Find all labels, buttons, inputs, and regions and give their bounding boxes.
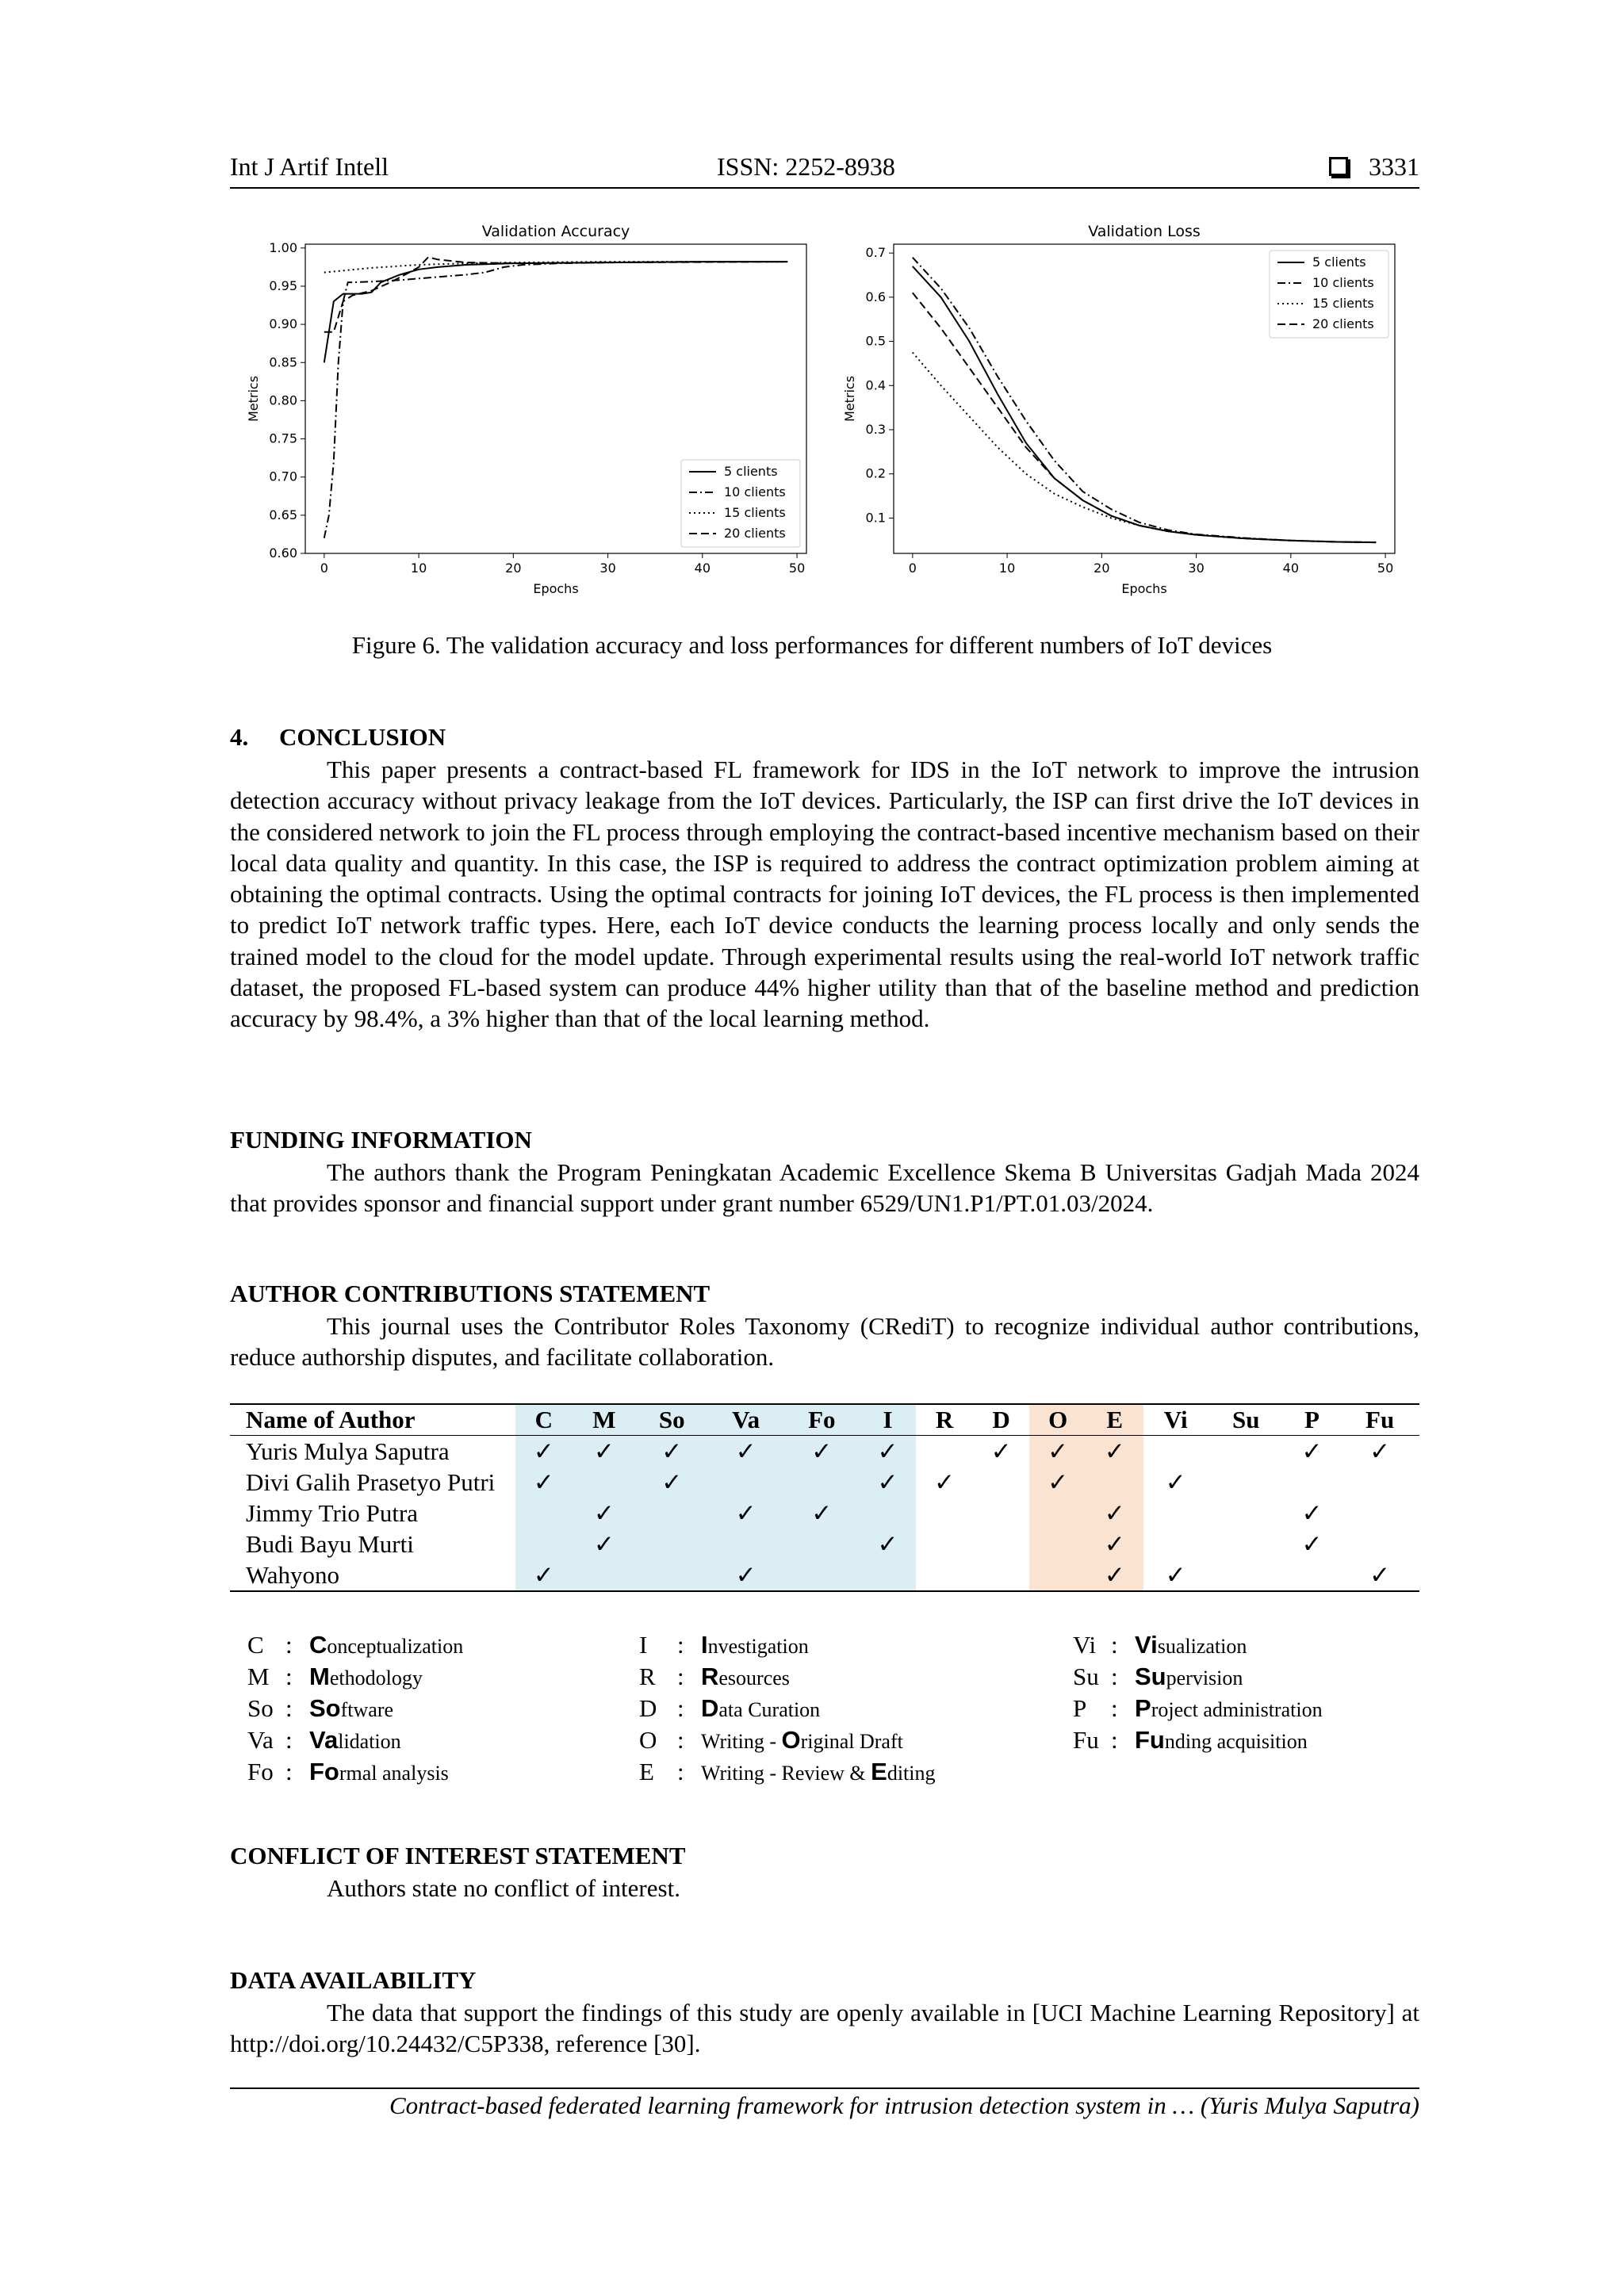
contributions-heading: AUTHOR CONTRIBUTIONS STATEMENT <box>230 1280 710 1307</box>
y-tick-label: 0.4 <box>865 377 886 393</box>
checkmark-cell: ✓ <box>1029 1467 1086 1498</box>
legend-rest: lidation <box>338 1730 401 1753</box>
x-tick-label: 0 <box>908 561 917 576</box>
empty-cell <box>1340 1529 1419 1559</box>
x-tick-label: 20 <box>1094 561 1110 576</box>
legend-colon: : <box>677 1631 684 1659</box>
x-tick-label: 10 <box>998 561 1016 576</box>
legend-item <box>639 1694 820 1723</box>
checkmark-cell: ✓ <box>707 1498 784 1529</box>
legend-label: 20 clients <box>724 526 786 541</box>
y-tick-label: 0.6 <box>865 289 886 304</box>
legend-colon: : <box>677 1758 684 1785</box>
checkmark-cell: ✓ <box>515 1436 573 1468</box>
empty-cell <box>916 1498 973 1529</box>
legend-colon: : <box>285 1726 293 1754</box>
table-row <box>230 1436 1419 1468</box>
legend-bold: Vi <box>1135 1631 1158 1659</box>
y-tick-label: 0.7 <box>865 245 886 261</box>
checkmark-cell: ✓ <box>784 1498 860 1529</box>
legend-rest: rmal analysis <box>339 1762 449 1785</box>
y-tick-label: 0.85 <box>269 354 297 370</box>
empty-cell <box>1143 1529 1208 1559</box>
legend-bold: So <box>309 1694 341 1722</box>
page-number: 3331 <box>1369 152 1419 181</box>
legend-item <box>639 1758 936 1786</box>
checkmark-cell: ✓ <box>515 1467 573 1498</box>
chart-title: Validation Loss <box>1088 223 1201 240</box>
y-axis-label: Metrics <box>842 375 857 423</box>
journal-name: Int J Artif Intell <box>230 152 389 181</box>
column-header-Va: Va <box>707 1404 784 1436</box>
column-header-D: D <box>973 1404 1030 1436</box>
legend-abbr: O <box>639 1726 657 1754</box>
legend-rest: onceptualization <box>327 1635 464 1658</box>
column-header-Vi: Vi <box>1143 1404 1208 1436</box>
legend-item <box>1073 1631 1247 1659</box>
empty-cell <box>1029 1498 1086 1529</box>
legend-bold: P <box>1135 1694 1151 1722</box>
y-tick-label: 0.2 <box>865 465 886 481</box>
checkmark-cell: ✓ <box>1143 1559 1208 1591</box>
column-header-E: E <box>1086 1404 1143 1436</box>
legend-rest: diting <box>887 1762 936 1785</box>
empty-cell <box>784 1559 860 1591</box>
conclusion-text: This paper presents a contract-based FL framework for IDS in the IoT network to improve the intrusion detection accuracy without privacy leakage from the IoT devices. Particularly, the ISP can first drive the IoT devices in the considered network to join the FL process through employing the contract-based incentive mechanism based on their local data quality and quantity. In this case, the ISP is required to address the contract optimization problem aiming at obtaining the optimal contracts. Using the optimal contracts for joining IoT devices, the FL process is then implemented to predict IoT network traffic types. Here, each IoT device conducts the learning process locally and only sends the trained model to the cloud for the model update. Through experimental results using the real-world IoT network traffic dataset, the proposed FL-based system can produce 44% higher utility than that of the baseline method and prediction accuracy by 98.4%, a 3% higher than that of the local learning method. <box>230 756 1419 1033</box>
legend-rest: esources <box>718 1667 790 1689</box>
series-line-5-clients <box>324 262 787 362</box>
table-row <box>230 1559 1419 1591</box>
legend-label: 20 clients <box>1312 316 1374 331</box>
legend-item <box>639 1663 790 1691</box>
column-header-So: So <box>636 1404 707 1436</box>
empty-cell <box>1208 1467 1284 1498</box>
checkmark-cell: ✓ <box>1086 1529 1143 1559</box>
legend-item <box>247 1694 393 1723</box>
series-line-15-clients <box>913 353 1376 543</box>
legend-rest: nvestigation <box>707 1635 809 1658</box>
legend-rest: roject administration <box>1151 1698 1323 1721</box>
checkmark-cell: ✓ <box>1029 1436 1086 1468</box>
conclusion-paragraph <box>230 754 1419 1035</box>
empty-cell <box>707 1529 784 1559</box>
x-tick-label: 30 <box>599 561 616 576</box>
header-rule <box>230 187 1419 189</box>
page-number-group <box>1329 152 1419 182</box>
funding-paragraph <box>230 1157 1419 1219</box>
legend-abbr: Vi <box>1073 1631 1097 1659</box>
legend-colon: : <box>677 1694 684 1722</box>
y-tick-label: 0.1 <box>865 510 886 526</box>
checkmark-cell: ✓ <box>707 1559 784 1591</box>
y-tick-label: 0.95 <box>269 277 297 293</box>
legend-label: 5 clients <box>1312 254 1366 270</box>
x-axis-label: Epochs <box>1121 581 1167 596</box>
legend-bold: C <box>309 1631 327 1659</box>
conflict-heading: CONFLICT OF INTEREST STATEMENT <box>230 1842 686 1869</box>
checkmark-cell: ✓ <box>1301 1498 1323 1527</box>
author-name: Divi Galih Prasetyo Putri <box>246 1468 496 1496</box>
checkmark-cell: ✓ <box>515 1559 573 1591</box>
y-tick-label: 0.5 <box>865 333 886 349</box>
y-tick-label: 0.65 <box>269 507 297 522</box>
legend-item <box>1073 1726 1308 1755</box>
table-row <box>230 1498 1419 1529</box>
legend-abbr: R <box>639 1663 656 1690</box>
legend-abbr: So <box>247 1694 274 1722</box>
legend-label: 5 clients <box>724 464 778 479</box>
issn: ISSN: 2252-8938 <box>717 152 895 181</box>
conclusion-heading: 4. CONCLUSION <box>230 723 446 751</box>
empty-cell <box>1284 1467 1341 1498</box>
column-header-O: O <box>1029 1404 1086 1436</box>
legend-colon: : <box>1111 1663 1118 1690</box>
legend-colon: : <box>677 1663 684 1690</box>
empty-cell <box>1029 1529 1086 1559</box>
y-tick-label: 0.80 <box>269 392 297 408</box>
legend-colon: : <box>1111 1694 1118 1722</box>
legend-label: 10 clients <box>724 484 786 499</box>
empty-cell <box>636 1559 707 1591</box>
x-tick-label: 30 <box>1188 561 1205 576</box>
x-tick-label: 0 <box>320 561 328 576</box>
column-header-Su: Su <box>1208 1404 1284 1436</box>
author-name: Jimmy Trio Putra <box>246 1498 419 1527</box>
legend-abbr: Fu <box>1073 1726 1099 1754</box>
checkmark-cell: ✓ <box>1165 1468 1186 1496</box>
loss-chart <box>818 212 1421 609</box>
empty-cell <box>636 1529 707 1559</box>
legend-item <box>247 1758 449 1786</box>
legend-colon: : <box>677 1726 684 1754</box>
empty-cell <box>515 1498 573 1529</box>
table-row <box>230 1529 1419 1559</box>
empty-cell <box>973 1498 1030 1529</box>
name-of-author-header: Name of Author <box>230 1404 515 1436</box>
empty-cell <box>1208 1559 1284 1591</box>
contributions-table <box>230 1403 1419 1592</box>
x-tick-label: 40 <box>1282 561 1300 576</box>
legend-abbr: Va <box>247 1726 274 1754</box>
legend-bold: M <box>309 1663 330 1690</box>
legend-rest: ftware <box>340 1698 394 1721</box>
legend-bold: Fo <box>309 1758 339 1785</box>
legend-rest: sualization <box>1157 1635 1247 1658</box>
legend-label: 15 clients <box>724 505 786 520</box>
checkmark-cell: ✓ <box>860 1529 917 1559</box>
checkmark-cell: ✓ <box>1086 1559 1143 1591</box>
legend-colon: : <box>285 1758 293 1785</box>
square-icon <box>1329 157 1348 176</box>
legend-label: 15 clients <box>1312 296 1374 311</box>
data-availability-heading: DATA AVAILABILITY <box>230 1966 477 1994</box>
y-tick-label: 0.75 <box>269 430 297 446</box>
x-tick-label: 20 <box>505 561 522 576</box>
legend-abbr: P <box>1073 1694 1087 1722</box>
checkmark-cell: ✓ <box>990 1437 1012 1465</box>
legend-bold: E <box>871 1758 887 1785</box>
checkmark-cell: ✓ <box>707 1436 784 1468</box>
legend-colon: : <box>285 1694 293 1722</box>
empty-cell <box>784 1529 860 1559</box>
contributions-paragraph <box>230 1311 1419 1373</box>
legend-item <box>1073 1663 1243 1691</box>
empty-cell <box>860 1559 917 1591</box>
y-tick-label: 0.70 <box>269 469 297 484</box>
y-axis-label: Metrics <box>246 375 261 423</box>
checkmark-cell: ✓ <box>1369 1437 1391 1465</box>
column-header-R: R <box>916 1404 973 1436</box>
checkmark-cell: ✓ <box>1301 1529 1323 1558</box>
empty-cell <box>784 1467 860 1498</box>
figure-caption: Figure 6. The validation accuracy and loss performances for different numbers of IoT devices <box>351 631 1273 659</box>
checkmark-cell: ✓ <box>860 1467 917 1498</box>
legend-colon: : <box>285 1631 293 1659</box>
footer-rule <box>230 2087 1419 2089</box>
empty-cell <box>515 1529 573 1559</box>
checkmark-cell: ✓ <box>636 1436 707 1468</box>
y-tick-label: 1.00 <box>269 239 297 255</box>
legend-rest: ethodology <box>329 1667 423 1689</box>
author-name: Wahyono <box>230 1559 515 1591</box>
data-availability-text: The data that support the findings of this study are openly available in [UCI Machine Learning Repository] at http://doi.org/10.24432/C5P338, reference [30]. <box>230 1999 1419 2058</box>
checkmark-cell: ✓ <box>573 1498 637 1529</box>
table-row <box>230 1467 1419 1498</box>
conflict-text: Authors state no conflict of interest. <box>327 1874 680 1902</box>
legend-item <box>639 1726 903 1755</box>
checkmark-cell: ✓ <box>1086 1498 1143 1529</box>
empty-cell <box>1143 1436 1208 1468</box>
legend-label: 10 clients <box>1312 275 1374 290</box>
checkmark-cell: ✓ <box>1301 1437 1323 1465</box>
legend-rest: riginal Draft <box>800 1730 903 1753</box>
legend-bold: Su <box>1135 1663 1166 1690</box>
legend-item <box>247 1663 423 1691</box>
x-axis-label: Epochs <box>533 581 579 596</box>
legend-bold: I <box>701 1631 708 1659</box>
checkmark-cell: ✓ <box>1340 1559 1419 1591</box>
conflict-paragraph <box>230 1873 1419 1904</box>
legend-abbr: I <box>639 1631 648 1659</box>
column-header-I: I <box>860 1404 917 1436</box>
legend-item <box>247 1631 463 1659</box>
checkmark-cell: ✓ <box>573 1529 637 1559</box>
empty-cell <box>1340 1498 1419 1529</box>
legend-rest: nding acquisition <box>1164 1730 1308 1753</box>
column-header-M: M <box>573 1404 637 1436</box>
empty-cell <box>1086 1467 1143 1498</box>
y-tick-label: 0.90 <box>269 316 297 332</box>
data-availability-paragraph <box>230 1997 1419 2060</box>
series-line-20-clients <box>324 257 787 331</box>
contributions-text: This journal uses the Contributor Roles Taxonomy (CRediT) to recognize individual author contributions, reduce authorship disputes, and facilitate collaboration. <box>230 1312 1419 1372</box>
legend-abbr: C <box>247 1631 264 1659</box>
legend-item <box>1073 1694 1323 1723</box>
legend-abbr: Fo <box>247 1758 274 1785</box>
legend-abbr: M <box>247 1663 270 1690</box>
chart-title: Validation Accuracy <box>481 223 630 240</box>
legend-bold: Va <box>309 1726 339 1754</box>
legend-bold: O <box>781 1726 801 1754</box>
empty-cell <box>973 1529 1030 1559</box>
checkmark-cell: ✓ <box>784 1436 860 1468</box>
legend-rest: ata Curation <box>718 1698 821 1721</box>
legend-item <box>639 1631 809 1659</box>
legend-prefix: Writing - Review & <box>701 1762 871 1785</box>
empty-cell <box>973 1559 1030 1591</box>
x-tick-label: 10 <box>410 561 427 576</box>
checkmark-cell: ✓ <box>573 1436 637 1468</box>
checkmark-cell: ✓ <box>934 1468 956 1496</box>
empty-cell <box>1340 1467 1419 1498</box>
x-tick-label: 50 <box>788 561 806 576</box>
legend-abbr: Su <box>1073 1663 1099 1690</box>
checkmark-cell: ✓ <box>860 1436 917 1468</box>
y-tick-label: 0.60 <box>269 545 297 561</box>
empty-cell <box>860 1498 917 1529</box>
empty-cell <box>1284 1559 1341 1591</box>
empty-cell <box>1208 1529 1284 1559</box>
column-header-C: C <box>515 1404 573 1436</box>
empty-cell <box>707 1467 784 1498</box>
empty-cell <box>1143 1498 1208 1529</box>
empty-cell <box>1029 1559 1086 1591</box>
column-header-P: P <box>1284 1404 1341 1436</box>
running-footer: Contract-based federated learning framework for intrusion detection system in … (Yuris Mulya Saputra) <box>389 2091 1419 2119</box>
empty-cell <box>916 1529 973 1559</box>
empty-cell <box>973 1467 1030 1498</box>
empty-cell <box>573 1467 637 1498</box>
y-tick-label: 0.3 <box>865 422 886 437</box>
legend-colon: : <box>285 1663 293 1690</box>
empty-cell <box>573 1559 637 1591</box>
author-name: Budi Bayu Murti <box>246 1529 414 1558</box>
legend-item <box>247 1726 401 1755</box>
legend-abbr: E <box>639 1758 654 1785</box>
legend-colon: : <box>1111 1726 1118 1754</box>
legend-abbr: D <box>639 1694 657 1722</box>
x-tick-label: 40 <box>694 561 711 576</box>
empty-cell <box>1208 1498 1284 1529</box>
empty-cell <box>916 1559 973 1591</box>
checkmark-cell: ✓ <box>636 1467 707 1498</box>
accuracy-chart <box>230 212 833 609</box>
legend-bold: D <box>701 1694 719 1722</box>
empty-cell <box>636 1498 707 1529</box>
funding-text: The authors thank the Program Peningkatan Academic Excellence Skema B Universitas Gadjah Mada 2024 that provides sponsor and financial support under grant number 6529/UN1.P1/PT.01.03/2024. <box>230 1158 1419 1218</box>
table-header-row <box>230 1404 1419 1436</box>
legend-rest: pervision <box>1166 1667 1243 1689</box>
column-header-Fo: Fo <box>784 1404 860 1436</box>
author-name: Yuris Mulya Saputra <box>246 1437 450 1465</box>
column-header-Fu: Fu <box>1340 1404 1419 1436</box>
empty-cell <box>916 1436 973 1468</box>
legend-bold: Fu <box>1135 1726 1165 1754</box>
legend-colon: : <box>1111 1631 1118 1659</box>
funding-heading: FUNDING INFORMATION <box>230 1126 532 1154</box>
x-tick-label: 50 <box>1377 561 1394 576</box>
checkmark-cell: ✓ <box>1086 1436 1143 1468</box>
legend-prefix: Writing - <box>701 1730 782 1753</box>
legend-bold: R <box>701 1663 719 1690</box>
empty-cell <box>1208 1436 1284 1468</box>
